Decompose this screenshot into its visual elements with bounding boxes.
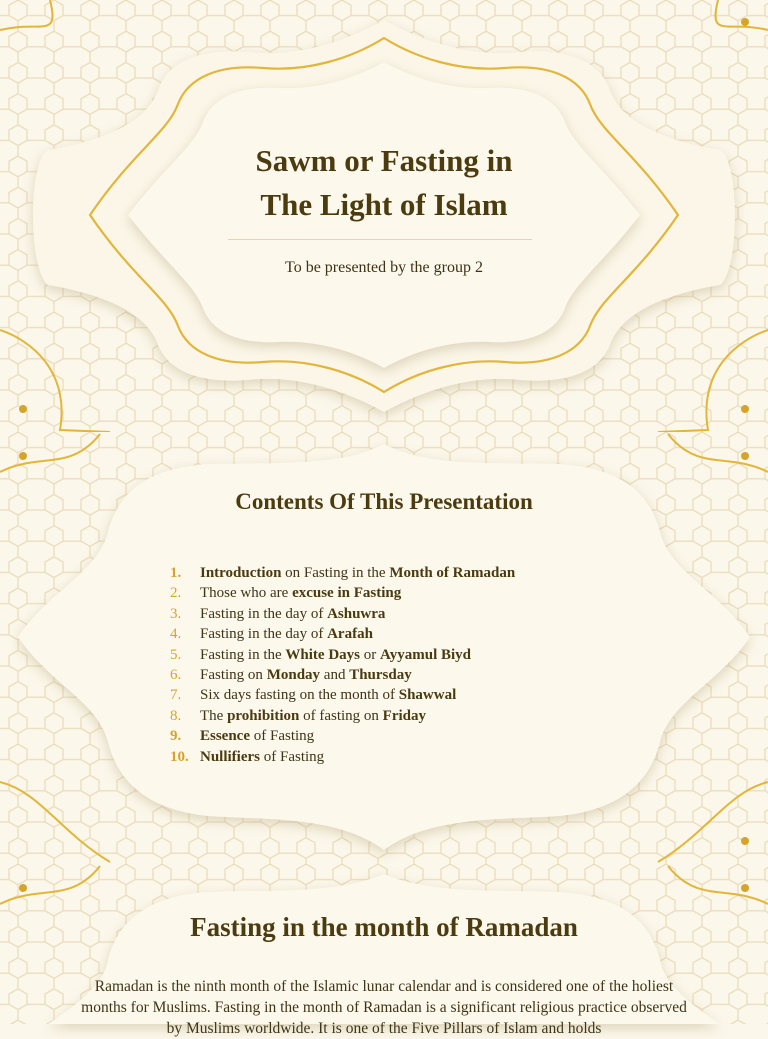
list-item-number: 4. bbox=[170, 626, 182, 643]
ramadan-slide bbox=[0, 864, 768, 1037]
list-item-bold-text: Monday bbox=[266, 667, 321, 684]
contents-list-item bbox=[170, 563, 515, 583]
list-item-bold-text: Month of Ramadan bbox=[389, 565, 516, 581]
presenter-subtitle: To be presented by the group 2 bbox=[285, 259, 483, 276]
list-item-bold-text: Shawwal bbox=[398, 687, 457, 704]
contents-slide bbox=[0, 432, 768, 864]
list-item-number: 6. bbox=[170, 667, 182, 684]
presentation-title-line2: The Light of Islam bbox=[260, 187, 508, 222]
contents-list-item bbox=[170, 706, 515, 726]
list-item-number: 1. bbox=[170, 565, 182, 581]
list-item-bold-text: excuse in Fasting bbox=[292, 585, 402, 602]
ramadan-title: Fasting in the month of Ramadan bbox=[190, 912, 578, 942]
list-item-text: or bbox=[360, 646, 381, 663]
list-item-bold-text: prohibition bbox=[227, 707, 300, 724]
list-item-number: 7. bbox=[170, 687, 182, 704]
presentation-title-line1: Sawm or Fasting in bbox=[255, 143, 513, 178]
contents-list-item bbox=[170, 624, 515, 644]
list-item-text: Those who are bbox=[200, 585, 293, 602]
contents-list bbox=[170, 563, 515, 767]
list-item-bold-text: Nullifiers bbox=[200, 748, 260, 765]
list-item-text: of fasting on bbox=[299, 707, 383, 724]
list-item-text: on Fasting in the bbox=[281, 565, 390, 581]
list-item-text: The bbox=[200, 707, 228, 724]
list-item-number: 5. bbox=[170, 646, 182, 663]
list-item-bold-text: Ashuwra bbox=[327, 605, 386, 622]
ramadan-heading-block bbox=[0, 912, 768, 943]
title-block bbox=[0, 139, 768, 227]
list-item-bold-text: Essence bbox=[200, 728, 250, 745]
list-item-number: 3. bbox=[170, 605, 182, 622]
contents-list-item bbox=[170, 604, 515, 624]
contents-list-item bbox=[170, 645, 515, 665]
list-item-bold-text: Thursday bbox=[349, 667, 412, 684]
ramadan-body-text: Ramadan is the ninth month of the Islamic lunar calendar and is considered one of the holiest months for Muslims. Fasting in the month of Ramadan is a significant religious practice observed by Muslims worldwide. It is one of the Five Pillars of Islam and holds bbox=[81, 978, 687, 1037]
contents-list-item bbox=[170, 583, 515, 603]
list-item-text: Fasting in the day of bbox=[200, 605, 328, 622]
contents-list-item bbox=[170, 665, 515, 685]
list-item-text: and bbox=[320, 667, 350, 684]
list-item-text: Fasting on bbox=[200, 667, 267, 684]
list-item-number: 10. bbox=[170, 748, 189, 765]
contents-heading-block bbox=[0, 489, 768, 515]
contents-list-item bbox=[170, 685, 515, 705]
title-slide bbox=[0, 0, 768, 432]
contents-list-item bbox=[170, 747, 515, 767]
list-item-text: of Fasting bbox=[250, 728, 315, 745]
list-item-bold-text: Arafah bbox=[327, 626, 373, 643]
contents-title: Contents Of This Presentation bbox=[235, 489, 533, 514]
list-item-number: 9. bbox=[170, 728, 182, 745]
list-item-number: 8. bbox=[170, 707, 182, 724]
list-item-bold-text: Friday bbox=[382, 707, 427, 724]
list-item-bold-text: Introduction bbox=[200, 565, 282, 581]
title-divider bbox=[228, 239, 532, 240]
list-item-text: Fasting in the day of bbox=[200, 626, 328, 643]
list-item-bold-text: White Days bbox=[285, 646, 361, 663]
list-item-text: Fasting in the bbox=[200, 646, 286, 663]
list-item-text: of Fasting bbox=[260, 748, 325, 765]
list-item-number: 2. bbox=[170, 585, 182, 602]
list-item-bold-text: Ayyamul Biyd bbox=[380, 646, 472, 663]
subtitle-block bbox=[0, 259, 768, 277]
contents-list-item bbox=[170, 726, 515, 746]
list-item-text: Six days fasting on the month of bbox=[200, 687, 399, 704]
